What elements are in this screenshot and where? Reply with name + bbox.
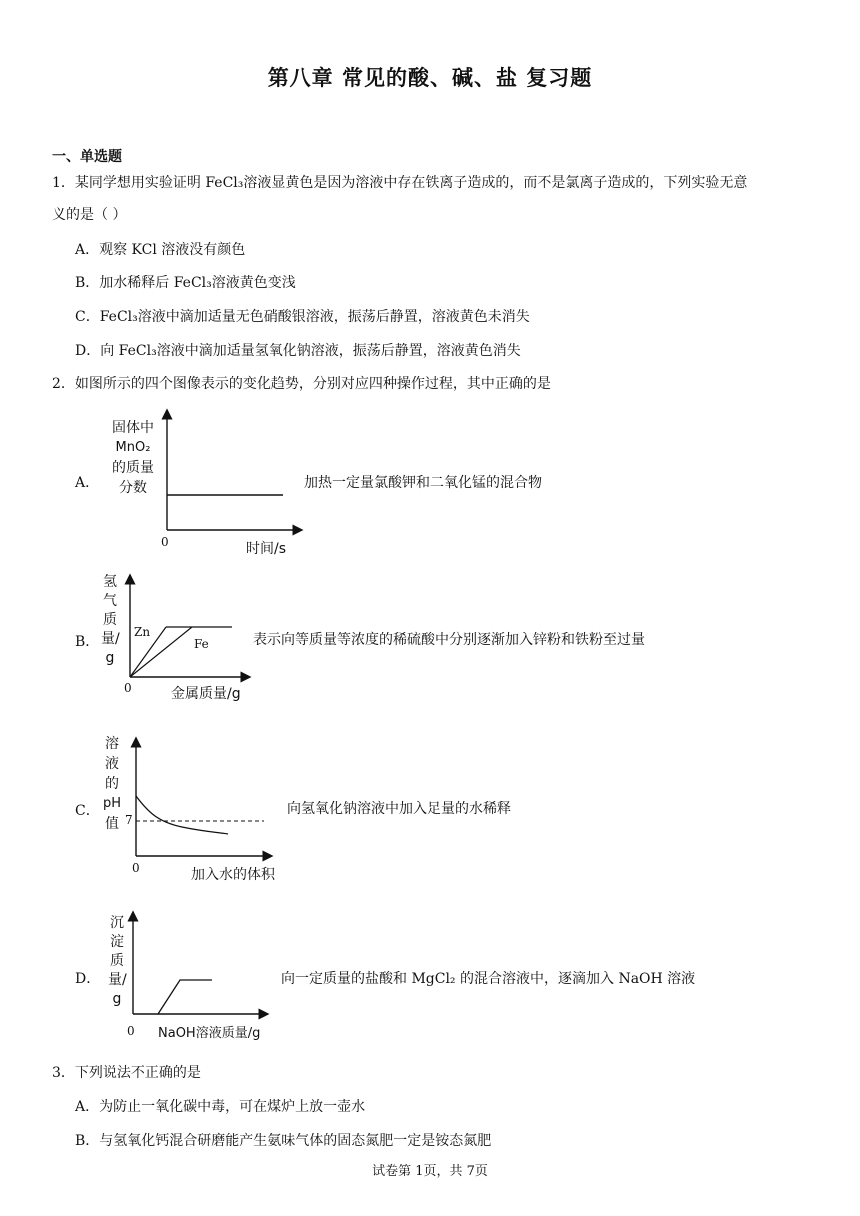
question-1-option-a: A．观察 KCl 溶液没有颜色 xyxy=(75,242,246,258)
option-a-y-label-line4: 分数 xyxy=(119,480,147,496)
option-d-data-line xyxy=(158,980,212,1014)
option-a-label: A． xyxy=(75,475,100,491)
question-3-option-b: B．与氢氧化钙混合研磨能产生氨味气体的固态氮肥一定是铵态氮肥 xyxy=(75,1133,492,1149)
question-1-option-c: C．FeCl₃溶液中滴加适量无色硝酸银溶液，振荡后静置，溶液黄色未消失 xyxy=(75,309,530,325)
question-1-option-d: D．向 FeCl₃溶液中滴加适量氢氧化钠溶液，振荡后静置，溶液黄色消失 xyxy=(75,343,521,359)
option-c-origin: 0 xyxy=(132,861,140,875)
option-c-description: 向氢氧化钠溶液中加入足量的水稀释 xyxy=(287,801,511,817)
section-heading: 一、单选题 xyxy=(52,149,122,165)
option-c-y-label-line2: 液 xyxy=(105,756,119,772)
option-c-y-label-line5: 值 xyxy=(105,816,119,832)
option-c-curve xyxy=(136,796,228,834)
option-a-origin: 0 xyxy=(161,535,169,549)
question-2-stem: 2．如图所示的四个图像表示的变化趋势，分别对应四种操作过程，其中正确的是 xyxy=(52,376,551,392)
question-1-stem: 1．某同学想用实验证明 FeCl₃溶液显黄色是因为溶液中存在铁离子造成的，而不是氯离子造成的，下列实验无意 xyxy=(52,175,748,191)
option-d-y-label: 沉淀质量/g xyxy=(108,915,127,1007)
option-c-x-label: 加入水的体积 xyxy=(191,867,275,883)
question-2-option-a xyxy=(0,400,860,560)
option-c-ref-label: 7 xyxy=(125,813,133,827)
option-a-y-label-line3: 的质量 xyxy=(112,460,154,476)
question-2-option-d xyxy=(0,908,860,1048)
question-3-stem: 3．下列说法不正确的是 xyxy=(52,1065,201,1081)
option-c-y-label-line3: 的 xyxy=(105,776,119,792)
option-c-y-label-line4: pH xyxy=(102,796,122,811)
page-footer: 试卷第 1页，共 7页 xyxy=(372,1164,488,1179)
option-a-x-label: 时间/s xyxy=(246,541,287,557)
option-a-y-label xyxy=(103,418,163,498)
option-b-origin: 0 xyxy=(124,681,132,695)
question-1-stem-cont: 义的是（ ） xyxy=(52,207,127,223)
option-a-y-label-line2: MnO₂ xyxy=(115,440,151,455)
option-b-x-label: 金属质量/g xyxy=(171,686,241,702)
option-c-y-label-line1: 溶 xyxy=(105,736,119,752)
option-d-origin: 0 xyxy=(127,1024,135,1038)
option-b-zn-label: Zn xyxy=(134,625,151,639)
question-1-option-b: B．加水稀释后 FeCl₃溶液黄色变浅 xyxy=(75,275,296,291)
option-b-y-label: 氢气质量/g xyxy=(101,574,120,666)
option-b-fe-label: Fe xyxy=(194,637,209,651)
option-d-description: 向一定质量的盐酸和 MgCl₂ 的混合溶液中，逐滴加入 NaOH 溶液 xyxy=(281,971,696,987)
question-3-option-a: A．为防止一氧化碳中毒，可在煤炉上放一壶水 xyxy=(75,1099,366,1115)
question-2-option-b xyxy=(0,565,860,705)
option-b-label: B． xyxy=(75,634,100,650)
option-d-label: D． xyxy=(75,971,101,987)
option-c-label: C． xyxy=(75,803,100,819)
option-b-description: 表示向等质量等浓度的稀硫酸中分别逐渐加入锌粉和铁粉至过量 xyxy=(253,632,645,648)
option-a-description: 加热一定量氯酸钾和二氧化锰的混合物 xyxy=(304,475,542,491)
page-title: 第八章 常见的酸、碱、盐 复习题 xyxy=(267,66,593,90)
option-c-y-label xyxy=(101,734,123,834)
question-2-option-c xyxy=(0,730,860,890)
option-d-x-label: NaOH溶液质量/g xyxy=(158,1026,261,1041)
option-a-y-label-line1: 固体中 xyxy=(112,420,154,436)
